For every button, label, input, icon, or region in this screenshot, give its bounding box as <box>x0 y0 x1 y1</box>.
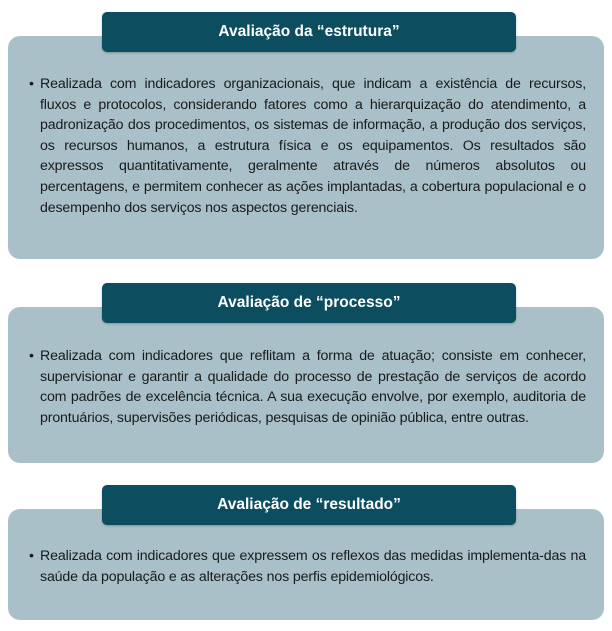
section-processo-title: Avaliação de “processo” <box>102 283 516 323</box>
section-processo-text-block <box>29 346 586 428</box>
section-processo-text: Realizada com indicadores que reflitam a forma de atuação; consiste em conhecer, supervisionar e garantir a qualidade do processo de prestação de serviços de acordo com padrões de excelência técnica. A sua execução envolve, por exemplo, auditoria de prontuários, supervisões periódicas, pesquisas de opinião pública, entre outras. <box>40 348 586 426</box>
bullet-icon: • <box>29 548 34 564</box>
bullet-icon: • <box>29 348 34 364</box>
bullet-icon: • <box>29 76 34 92</box>
section-resultado-text: Realizada com indicadores que expressem os reflexos das medidas implementa-das na saúde da população e as alterações nos perfis epidemiológicos. <box>40 548 586 585</box>
section-estrutura-text-block <box>29 74 586 218</box>
section-resultado-title: Avaliação de “resultado” <box>102 485 516 525</box>
section-resultado-text-block <box>29 546 586 587</box>
section-estrutura-text: Realizada com indicadores organizacionais, que indicam a existência de recursos, fluxos e protocolos, considerando fatores como a hierarquização do atendimento, a padronização dos procedimentos, os sistemas de informação, a produção dos serviços, os recursos humanos, a estrutura física e os equipamentos. Os resultados são expressos quantitativamente, geralmente através de números absolutos ou percentagens, e permitem conhecer as ações implantadas, a cobertura populacional e o desempenho dos serviços nos aspectos gerenciais. <box>40 76 586 216</box>
section-estrutura-title: Avaliação da “estrutura” <box>102 12 516 52</box>
